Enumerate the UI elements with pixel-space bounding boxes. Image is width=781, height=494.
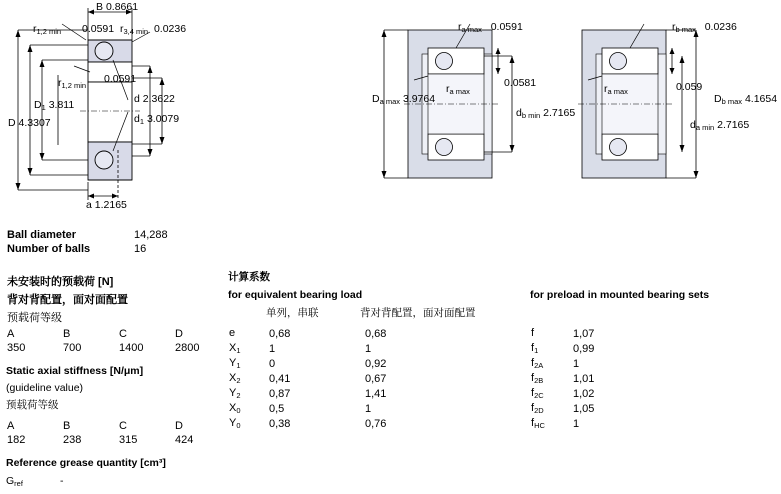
factors-row: [228, 401, 387, 416]
ball-diameter-label: Ball diameter: [7, 229, 77, 241]
factor-col2: 1,41: [365, 387, 387, 400]
factor-col2: 0,68: [365, 327, 387, 340]
stiffness-value-D: 424: [175, 434, 194, 446]
factor-col2: 1: [365, 402, 372, 415]
stiffness-value-B: 238: [63, 434, 82, 446]
number-of-balls-value: 16: [134, 243, 147, 255]
left-dim-a: a 1.2165: [86, 199, 127, 211]
preload-subtitle: 背对背配置，面对面配置: [7, 294, 128, 306]
factor-col2: 0,67: [365, 372, 387, 385]
factor-col2: 0,76: [365, 417, 387, 430]
preload-set-value: 1,07: [573, 327, 595, 340]
left-dim-r34min: $r_{3,4 min}$ 0.0236: [120, 23, 187, 36]
right-dim-ra-max: $r_{a max}$: [604, 83, 628, 96]
factors-row: [228, 371, 387, 386]
preload-set-symbol: f: [531, 372, 535, 384]
middle-dim-ra-max-top: $r_{a max}$ 0.0591: [458, 21, 523, 34]
middle-dim-Da-max: $D_{a max}$ 3.9764: [372, 93, 436, 106]
stiffness-title: Static axial stiffness [N/μm]: [6, 365, 144, 377]
preload-set-symbol-sub: 2B: [534, 376, 544, 385]
factor-symbol: e: [229, 327, 236, 339]
preload-set-row: [530, 416, 595, 431]
preload-header-row: [6, 327, 221, 355]
preload-value-A: 350: [7, 342, 26, 354]
preload-set-symbol-sub: 2D: [534, 406, 544, 415]
spec-row-preload-class: [6, 308, 169, 326]
left-dim-r12min-top: $r_{1,2 min}$: [33, 23, 62, 36]
grease-symbol: G: [6, 475, 15, 487]
grease-title: Reference grease quantity [cm³]: [6, 457, 166, 469]
ball-diameter-value: 14,288: [134, 229, 168, 241]
stiffness-class-label: 预载荷等级: [6, 399, 59, 411]
left-dim-D: D 4.3307: [8, 117, 51, 129]
preload-set-row: [530, 341, 595, 356]
preload-class-label: 预载荷等级: [7, 312, 62, 324]
number-of-balls-label: Number of balls: [7, 243, 91, 255]
middle-dim-db-min: $d_{b min}$ 2.7165: [516, 107, 576, 120]
factors-equivalent-title: for equivalent bearing load: [228, 289, 363, 301]
factor-symbol: X: [229, 342, 237, 354]
preload-set-value: 1,01: [573, 372, 595, 385]
factors-col2-header: 背对背配置，面对面配置: [360, 307, 476, 319]
preload-set-row: [530, 371, 595, 386]
factor-symbol-sub: 0: [236, 421, 241, 430]
factors-row: [228, 356, 387, 371]
preload-set-symbol: f: [531, 387, 535, 399]
factors-row: [228, 341, 387, 356]
factors-row: [228, 326, 387, 341]
factor-col1: 0,87: [269, 387, 291, 400]
factor-symbol: Y: [229, 357, 237, 369]
left-dim-d1: $d_1$ 3.0079: [134, 113, 180, 126]
stiffness-value-A: 182: [7, 434, 26, 446]
stiffness-note: (guideline value): [6, 382, 84, 394]
factor-col1: 0,41: [269, 372, 291, 385]
preload-set-value: 0,99: [573, 342, 595, 355]
preload-value-C: 1400: [119, 342, 144, 354]
preload-set-value: 1: [573, 357, 580, 370]
preload-set-value: 1,05: [573, 402, 595, 415]
factor-symbol: X: [229, 372, 237, 384]
factor-symbol: Y: [229, 387, 237, 399]
left-dim-r12min-top-value: 0.0591: [82, 23, 115, 35]
middle-dim-h: 0.0581: [504, 77, 537, 89]
spec-row-preload-title: [6, 272, 169, 290]
preload-set-value: 1: [573, 417, 580, 430]
spec-row-ball-diameter: [6, 228, 169, 242]
preload-set-symbol-sub: 2A: [534, 361, 544, 370]
factor-col2: 1: [365, 342, 372, 355]
preload-set-symbol: f: [531, 417, 535, 429]
preload-set-row: [530, 401, 595, 416]
left-dim-d: d 2.3622: [134, 93, 175, 105]
factor-col1: 0,38: [269, 417, 291, 430]
left-dim-D1: $D_1$ 3.811: [34, 99, 75, 112]
right-dim-ra-max-value: 0.059: [676, 81, 703, 93]
preload-sets-table: [530, 326, 730, 431]
preload-sets-title: for preload in mounted bearing sets: [530, 289, 710, 301]
factor-symbol-sub: 2: [236, 376, 241, 385]
left-dim-r12min-inner-value: 0.0591: [104, 73, 137, 85]
grease-row: [6, 476, 23, 488]
preload-title: 未安装时的预载荷 [N]: [7, 276, 114, 288]
factor-symbol-sub: 1: [236, 361, 241, 370]
middle-dim-ra-max-left: $r_{a max}$: [446, 83, 470, 96]
preload-set-symbol: f: [531, 357, 535, 369]
factors-row: [228, 416, 387, 431]
preload-set-symbol: f: [531, 342, 535, 354]
preload-set-symbol-sub: 1: [534, 346, 539, 355]
stiffness-header-D: D: [175, 420, 183, 432]
preload-set-symbol: f: [531, 402, 535, 414]
grease-symbol-sub: ref: [14, 479, 23, 488]
factor-col1: 0,5: [269, 402, 285, 415]
preload-set-row: [530, 356, 595, 371]
spec-row-number-of-balls: [6, 242, 169, 256]
preload-header-D: D: [175, 328, 183, 340]
preload-set-row: [530, 326, 595, 341]
factor-col2: 0,92: [365, 357, 387, 370]
factor-symbol: Y: [229, 417, 237, 429]
preload-header-A: A: [7, 328, 15, 340]
right-dim-rb-max: $r_{b max}$ 0.0236: [672, 21, 737, 34]
factors-row: [228, 386, 387, 401]
spec-row-preload-sub: [6, 290, 169, 308]
specs-block: [6, 228, 221, 326]
preload-set-symbol-sub: 2C: [534, 391, 544, 400]
factor-col1: 0: [269, 357, 276, 370]
preload-value-D: 2800: [175, 342, 200, 354]
stiffness-header-C: C: [119, 420, 127, 432]
preload-value-B: 700: [63, 342, 82, 354]
factor-symbol-sub: 1: [236, 346, 241, 355]
factor-col1: 0,68: [269, 327, 291, 340]
preload-header-C: C: [119, 328, 127, 340]
preload-header-B: B: [63, 328, 71, 340]
left-dim-B: B 0.8661: [96, 1, 139, 13]
preload-set-symbol-sub: HC: [534, 421, 545, 430]
factor-symbol: X: [229, 402, 237, 414]
stiffness-table: [6, 419, 221, 447]
stiffness-header-B: B: [63, 420, 71, 432]
left-dim-r12min-inner: $r_{1,2 min}$: [58, 77, 87, 90]
grease-value: -: [60, 475, 64, 487]
factors-table: [228, 326, 528, 431]
factor-symbol-sub: 0: [236, 406, 241, 415]
factors-title: 计算系数: [228, 271, 270, 283]
factor-symbol-sub: 2: [236, 391, 241, 400]
right-dim-Db-max: $D_{b max}$ 4.1654: [714, 93, 778, 106]
factors-col1-header: 单列，串联: [266, 307, 319, 319]
right-dim-da-min: $d_{a min}$ 2.7165: [690, 119, 750, 132]
stiffness-header-A: A: [7, 420, 15, 432]
preload-set-value: 1,02: [573, 387, 595, 400]
preload-set-row: [530, 386, 595, 401]
factor-col1: 1: [269, 342, 276, 355]
stiffness-value-C: 315: [119, 434, 138, 446]
preload-set-symbol: f: [531, 327, 535, 339]
